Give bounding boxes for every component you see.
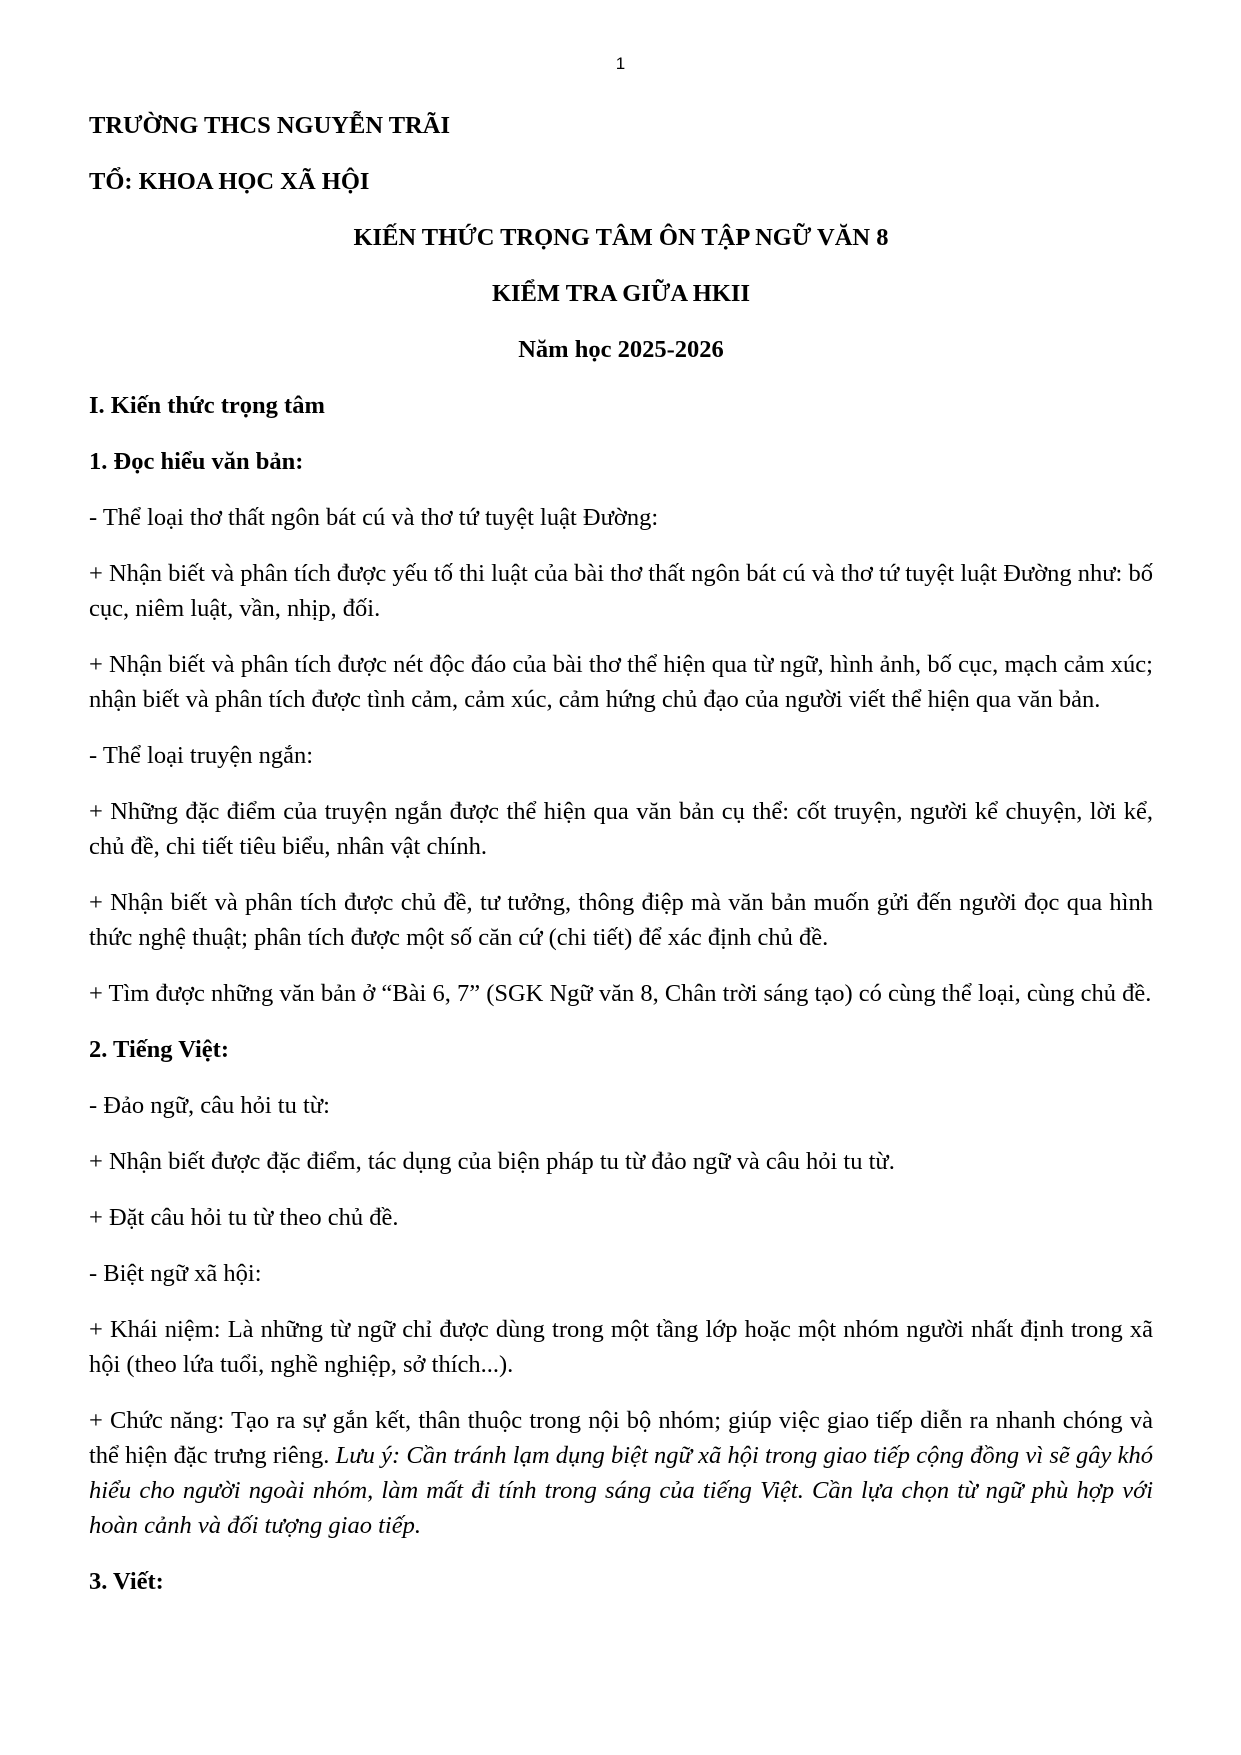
vietnamese-heading: 2. Tiếng Việt:	[89, 1036, 229, 1063]
slang-definition: + Khái niệm: Là những từ ngữ chỉ được dùng trong một tầng lớp hoặc một nhóm người nhất định trong xã hội (theo lứa tuổi, nghề nghiệp, sở thích...).	[89, 1316, 1153, 1378]
story-item: + Nhận biết và phân tích được chủ đề, tư tưởng, thông điệp mà văn bản muốn gửi đến người đọc qua hình thức nghệ thuật; phân tích được một số căn cứ (chi tiết) để xác định chủ đề.	[89, 889, 1153, 951]
inversion-item: + Đặt câu hỏi tu từ theo chủ đề.	[89, 1204, 399, 1231]
document-subtitle: KIỂM TRA GIỮA HKII	[492, 280, 750, 307]
slang-function-text: + Chức năng: Tạo ra sự gắn kết, thân thuộc trong nội bộ nhóm; giúp việc giao tiếp diễn ra nhanh chóng và thể hiện đặc trưng riêng.	[89, 1407, 1153, 1469]
section-heading: I. Kiến thức trọng tâm	[89, 392, 325, 419]
document-body	[89, 108, 1153, 1599]
poetry-item: + Nhận biết và phân tích được nét độc đáo của bài thơ thể hiện qua từ ngữ, hình ảnh, bố cục, mạch cảm xúc; nhận biết và phân tích được tình cảm, cảm xúc, cảm hứng chủ đạo của người viết thể hiện qua văn bản.	[89, 651, 1153, 713]
school-year: Năm học 2025-2026	[518, 336, 724, 363]
story-genre-label: - Thể loại truyện ngắn:	[89, 742, 314, 769]
writing-heading: 3. Viết:	[89, 1568, 164, 1595]
school-name: TRƯỜNG THCS NGUYỄN TRÃI	[89, 112, 450, 139]
slang-note: Lưu ý: Cần tránh lạm dụng biệt ngữ xã hội trong giao tiếp cộng đồng vì sẽ gây khó hiểu cho người ngoài nhóm, làm mất đi tính trong sáng của tiếng Việt. Cần lựa chọn từ ngữ phù hợp với hoàn cảnh và đối tượng giao tiếp.	[89, 1442, 1153, 1539]
poetry-item: + Nhận biết và phân tích được yếu tố thi luật của bài thơ thất ngôn bát cú và thơ tứ tuyệt luật Đường như: bố cục, niêm luật, vần, nhịp, đối.	[89, 560, 1153, 622]
inversion-item: + Nhận biết được đặc điểm, tác dụng của biện pháp tu từ đảo ngữ và câu hỏi tu từ.	[89, 1148, 895, 1175]
reading-heading: 1. Đọc hiểu văn bản:	[89, 448, 304, 475]
document-title: KIẾN THỨC TRỌNG TÂM ÔN TẬP NGỮ VĂN 8	[353, 224, 889, 251]
slang-label: - Biệt ngữ xã hội:	[89, 1260, 262, 1287]
department-name: TỔ: KHOA HỌC XÃ HỘI	[89, 168, 370, 195]
slang-function	[89, 1403, 1153, 1543]
story-item: + Tìm được những văn bản ở “Bài 6, 7” (SGK Ngữ văn 8, Chân trời sáng tạo) có cùng thể loại, cùng chủ đề.	[89, 980, 1152, 1007]
poetry-genre-label: - Thể loại thơ thất ngôn bát cú và thơ tứ tuyệt luật Đường:	[89, 504, 659, 531]
inversion-label: - Đảo ngữ, câu hỏi tu từ:	[89, 1092, 330, 1119]
page-number: 1	[615, 54, 626, 73]
story-item: + Những đặc điểm của truyện ngắn được thể hiện qua văn bản cụ thể: cốt truyện, người kể chuyện, lời kể, chủ đề, chi tiết tiêu biểu, nhân vật chính.	[89, 798, 1153, 860]
